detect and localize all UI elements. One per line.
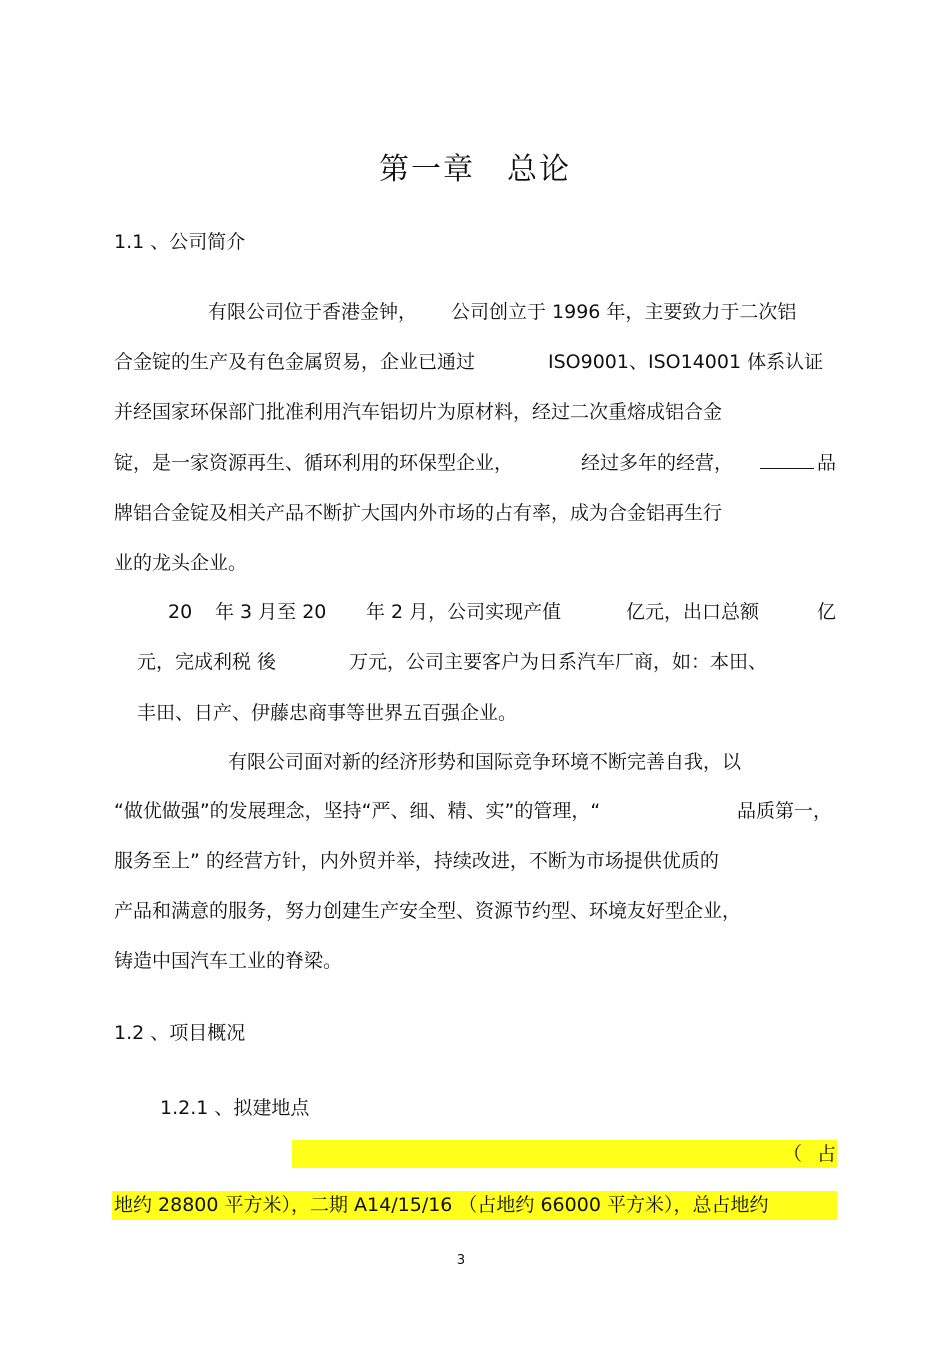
p1-line4-a: 锭，是一家资源再生、循环利用的环保型企业， bbox=[114, 452, 514, 474]
p1-line6: 业的龙头企业。 bbox=[114, 552, 248, 574]
p2-line1-c: 年 2 月，公司实现产值 bbox=[366, 601, 562, 623]
section-heading-1-1: 1.1 、公司简介 bbox=[114, 231, 246, 253]
p2-line1-a: 20 bbox=[168, 601, 193, 623]
p2-line1-b: 年 3 月至 20 bbox=[215, 601, 327, 623]
section-heading-1-2-1: 1.2.1 、拟建地点 bbox=[160, 1097, 310, 1119]
p3-line3: 服务至上” 的经营方针，内外贸并举，持续改进，不断为市场提供优质的 bbox=[114, 850, 719, 872]
p1-line1-a: 有限公司位于香港金钟， bbox=[208, 301, 418, 323]
p1-line4-blank bbox=[760, 450, 814, 476]
p2-line1-d: 亿元，出口总额 bbox=[626, 601, 760, 623]
p3-line4: 产品和满意的服务，努力创建生产安全型、资源节约型、环境友好型企业， bbox=[114, 900, 742, 922]
p2-line2-a: 元，完成利税 後 bbox=[137, 651, 277, 673]
p2-line3: 丰田、日产、伊藤忠商事等世界五百强企业。 bbox=[137, 702, 518, 724]
p1-line5: 牌铝合金锭及相关产品不断扩大国内外市场的占有率，成为合金铝再生行 bbox=[114, 502, 723, 524]
page-number: 3 bbox=[456, 1253, 466, 1268]
p1-line4-c: 品 bbox=[817, 452, 837, 474]
p1-line2-a: 合金锭的生产及有色金属贸易，企业已通过 bbox=[114, 351, 476, 373]
p3-line1: 有限公司面对新的经济形势和国际竞争环境不断完善自我，以 bbox=[228, 751, 742, 773]
blank-underline bbox=[760, 450, 814, 469]
p1-line1-b: 公司创立于 1996 年，主要致力于二次铝 bbox=[451, 301, 797, 323]
section-heading-1-2: 1.2 、项目概况 bbox=[114, 1022, 246, 1044]
p1-line4-b: 经过多年的经营， bbox=[581, 452, 734, 474]
highlight-band-1 bbox=[292, 1140, 837, 1168]
p2-line2-b: 万元，公司主要客户为日系汽车厂商，如：本田、 bbox=[349, 651, 768, 673]
chapter-title: 第一章 总论 bbox=[379, 152, 571, 187]
p2-line1-e: 亿 bbox=[817, 601, 837, 623]
p3-line5: 铸造中国汽车工业的脊梁。 bbox=[114, 950, 343, 972]
p3-line2-a: “做优做强”的发展理念，坚持“严、细、精、实”的管理，“ bbox=[114, 800, 601, 822]
p4-line1-b: 占 bbox=[817, 1143, 837, 1165]
p3-line2-b: 品质第一， bbox=[737, 800, 833, 822]
p1-line3: 并经国家环保部门批准利用汽车铝切片为原材料，经过二次重熔成铝合金 bbox=[114, 401, 723, 423]
p4-line1-a: （ bbox=[783, 1143, 803, 1165]
p1-line2-b: ISO9001、ISO14001 体系认证 bbox=[548, 351, 824, 373]
p4-line2: 地约 28800 平方米），二期 A14/15/16 （占地约 66000 平方米），总占地约 bbox=[114, 1194, 769, 1216]
